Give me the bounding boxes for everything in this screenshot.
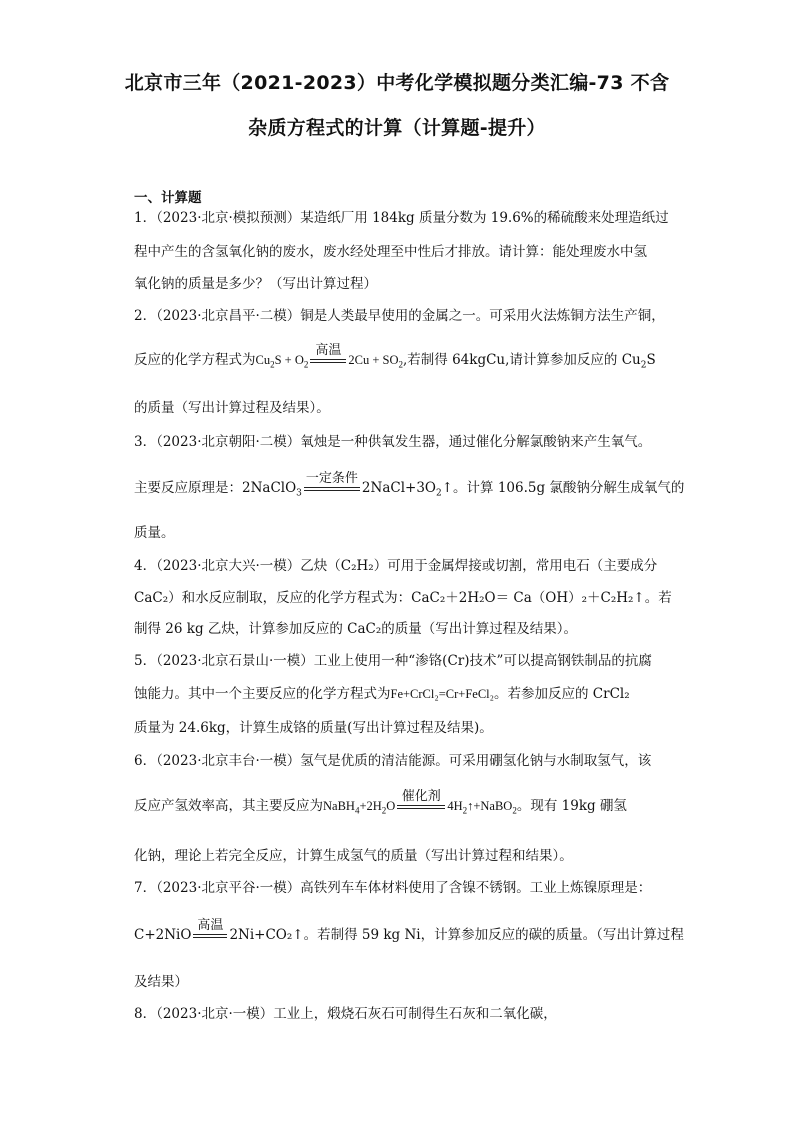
condition-label: 高温	[315, 342, 342, 358]
question-2-line2: 反应的化学方程式为$Cu_2S + O_2$ 高温 $2Cu + SO_2$,若制得 64kgCu,请计算参加反应的 $Cu_2S$	[134, 342, 656, 371]
question-7-line3: 及结果）	[134, 974, 188, 990]
question-5-text-a: 蚀能力。其中一个主要反应的化学方程式为	[134, 686, 391, 702]
question-1-line2: 程中产生的含氢氧化钠的废水，废水经处理至中性后才排放。请计算：能处理废水中氢	[134, 244, 647, 260]
question-7-line2	[134, 917, 684, 946]
question-3-text-c: ↑。计算 106.5g 氯酸钠分解生成氧气的	[441, 480, 685, 496]
question-2-text-c: S	[646, 352, 656, 368]
question-7-line1: 7．（2023·北京平谷·一模）高铁列车车体材料使用了含镍不锈钢。工业上炼镍原理是：	[134, 880, 652, 896]
question-2-text-b: ,若制得 64kgCu,请计算参加反应的 Cu	[403, 352, 641, 368]
question-1-line3: 氧化钠的质量是多少？（写出计算过程）	[134, 276, 377, 292]
question-3-line1: 3．（2023·北京朝阳·二模）氧烛是一种供氧发生器，通过催化分解氯酸钠来产生氧气。	[134, 434, 652, 450]
question-4-line1: 4．（2023·北京大兴·一模）乙炔（C₂H₂）可用于金属焊接或切割，常用电石（主要成分	[134, 558, 658, 574]
question-5-line1: 5．（2023·北京石景山·一模）工业上使用一种“渗铬(Cr)技术”可以提高钢铁制品的抗腐	[134, 653, 652, 669]
question-5-equation: Fe+CrCl₂=Cr+FeCl₂	[390, 687, 494, 701]
question-6-equation-right: $4H_2↑+NaBO_2$	[447, 799, 517, 816]
document-title-line2: 杂质方程式的计算（计算题-提升）	[248, 117, 546, 139]
question-3-text-b: 2NaCl+3O	[361, 480, 436, 496]
section-heading: 一、计算题	[134, 190, 202, 206]
question-6-equation-left: $NaBH_4+2H_2O$	[323, 799, 396, 816]
question-5-line3: 质量为 24.6kg，计算生成铬的质量(写出计算过程及结果)。	[134, 720, 493, 736]
question-3-line2: 主要反应原理是：2NaClO$_3$ 一定条件 $2NaCl+3O_2↑$。计算 106.5g 氯酸钠分解生成氧气的	[134, 470, 685, 499]
question-6-line1: 6．（2023·北京丰台·一模）氢气是优质的清洁能源。可采用硼氢化钠与水制取氢气，该	[134, 753, 652, 769]
question-2-equation-left: $Cu_2S + O_2$	[255, 353, 309, 370]
condition-arrow	[193, 918, 227, 938]
condition-label: 高温	[197, 917, 224, 933]
condition-label: 一定条件	[305, 470, 358, 486]
question-6-line2	[134, 788, 627, 821]
condition-arrow	[397, 789, 445, 809]
question-5-text-b: 。若参加反应的 CrCl₂	[494, 686, 630, 702]
question-3-line3: 质量。	[134, 525, 175, 541]
question-6-line3: 化钠，理论上若完全反应，计算生成氢气的质量（写出计算过程和结果）。	[134, 848, 573, 864]
condition-label: 催化剂	[401, 788, 441, 804]
question-4-line3: 制得 26 kg 乙炔，计算参加反应的 CaC₂的质量（写出计算过程及结果）。	[134, 621, 578, 637]
question-1-line1: 1．（2023·北京·模拟预测）某造纸厂用 184kg 质量分数为 19.6%的稀硫酸来处理造纸过	[134, 210, 669, 226]
question-3-text-a: 主要反应原理是：2NaClO	[134, 480, 297, 496]
question-2-line1: 2．（2023·北京昌平·二模）铜是人类最早使用的金属之一。可采用火法炼铜方法生产铜，	[134, 308, 665, 324]
document-title-line1: 北京市三年（2021-2023）中考化学模拟题分类汇编-73 不含	[124, 72, 670, 94]
question-8-line1: 8．（2023·北京·一模）工业上，煅烧石灰石可制得生石灰和二氧化碳，	[134, 1006, 557, 1022]
question-4-line2: CaC₂）和水反应制取，反应的化学方程式为：CaC₂＋2H₂O＝ Ca（OH）₂＋C₂H₂↑。若	[134, 590, 672, 606]
question-7-text-b: 2Ni+CO₂↑。若制得 59 kg Ni，计算参加反应的碳的质量。（写出计算过程	[229, 927, 684, 943]
question-2-text-a: 反应的化学方程式为	[134, 352, 256, 368]
condition-arrow	[304, 471, 360, 491]
question-6-text-b: 。现有 19kg 硼氢	[516, 798, 627, 814]
question-6-text-a: 反应产氢效率高，其主要反应为	[134, 798, 323, 814]
question-2-equation-right: $2Cu + SO_2$	[348, 353, 403, 370]
condition-arrow	[310, 343, 346, 363]
question-7-text-a: C+2NiO	[134, 927, 192, 943]
question-2-line3: 的质量（写出计算过程及结果）。	[134, 400, 330, 416]
question-5-line2	[134, 684, 630, 704]
